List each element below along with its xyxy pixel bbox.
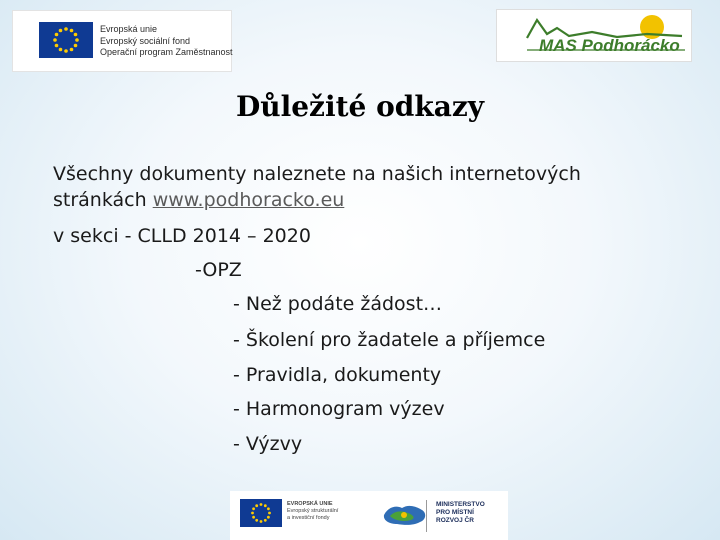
footer-eu-line: EVROPSKÁ UNIE <box>287 501 333 507</box>
opz-label: -OPZ <box>195 259 242 281</box>
footer-eu-text <box>287 501 338 522</box>
list-item: - Školení pro žadatele a příjemce <box>233 329 546 351</box>
intro-line-2 <box>53 187 344 213</box>
list-item: - Harmonogram výzev <box>233 398 445 420</box>
footer-eu-line: Evropský strukturální <box>287 508 339 514</box>
list-item: - Pravidla, dokumenty <box>233 364 442 386</box>
msmr-line: PRO MÍSTNÍ <box>436 509 474 516</box>
eu-logo-line: Evropský sociální fond <box>100 35 191 46</box>
mas-logo-text: MAS Podhorácko <box>539 36 680 55</box>
intro-line-1: Všechny dokumenty naleznete na našich internetových <box>53 163 581 185</box>
eu-logo-line: Evropská unie <box>100 24 158 34</box>
list-item: - Výzvy <box>233 433 303 455</box>
msmr-line: ROZVOJ ČR <box>436 517 474 524</box>
eu-logo-top <box>12 10 232 72</box>
eu-logo-text <box>100 24 233 59</box>
page-title: Důležité odkazy <box>235 90 485 123</box>
eu-flag-icon <box>39 22 93 58</box>
footer-divider <box>426 500 427 532</box>
czech-map-icon <box>380 501 430 531</box>
list-item: - Než podáte žádost… <box>233 293 443 315</box>
footer-logos <box>230 491 508 540</box>
intro-line-2-text: stránkách <box>53 189 153 211</box>
website-link[interactable]: www.podhoracko.eu <box>152 189 345 211</box>
eu-stars-icon <box>240 499 282 527</box>
msmr-line: MINISTERSTVO <box>436 501 485 508</box>
eu-logo-line: Operační program Zaměstnanost <box>100 47 233 57</box>
msmr-logo-text <box>436 501 485 525</box>
footer-eu-line: a investiční fondy <box>287 515 330 521</box>
eu-stars-icon <box>39 22 93 58</box>
mas-podhoracko-logo <box>496 9 692 62</box>
eu-flag-icon <box>240 499 282 527</box>
section-line: v sekci - CLLD 2014 – 2020 <box>53 225 311 247</box>
